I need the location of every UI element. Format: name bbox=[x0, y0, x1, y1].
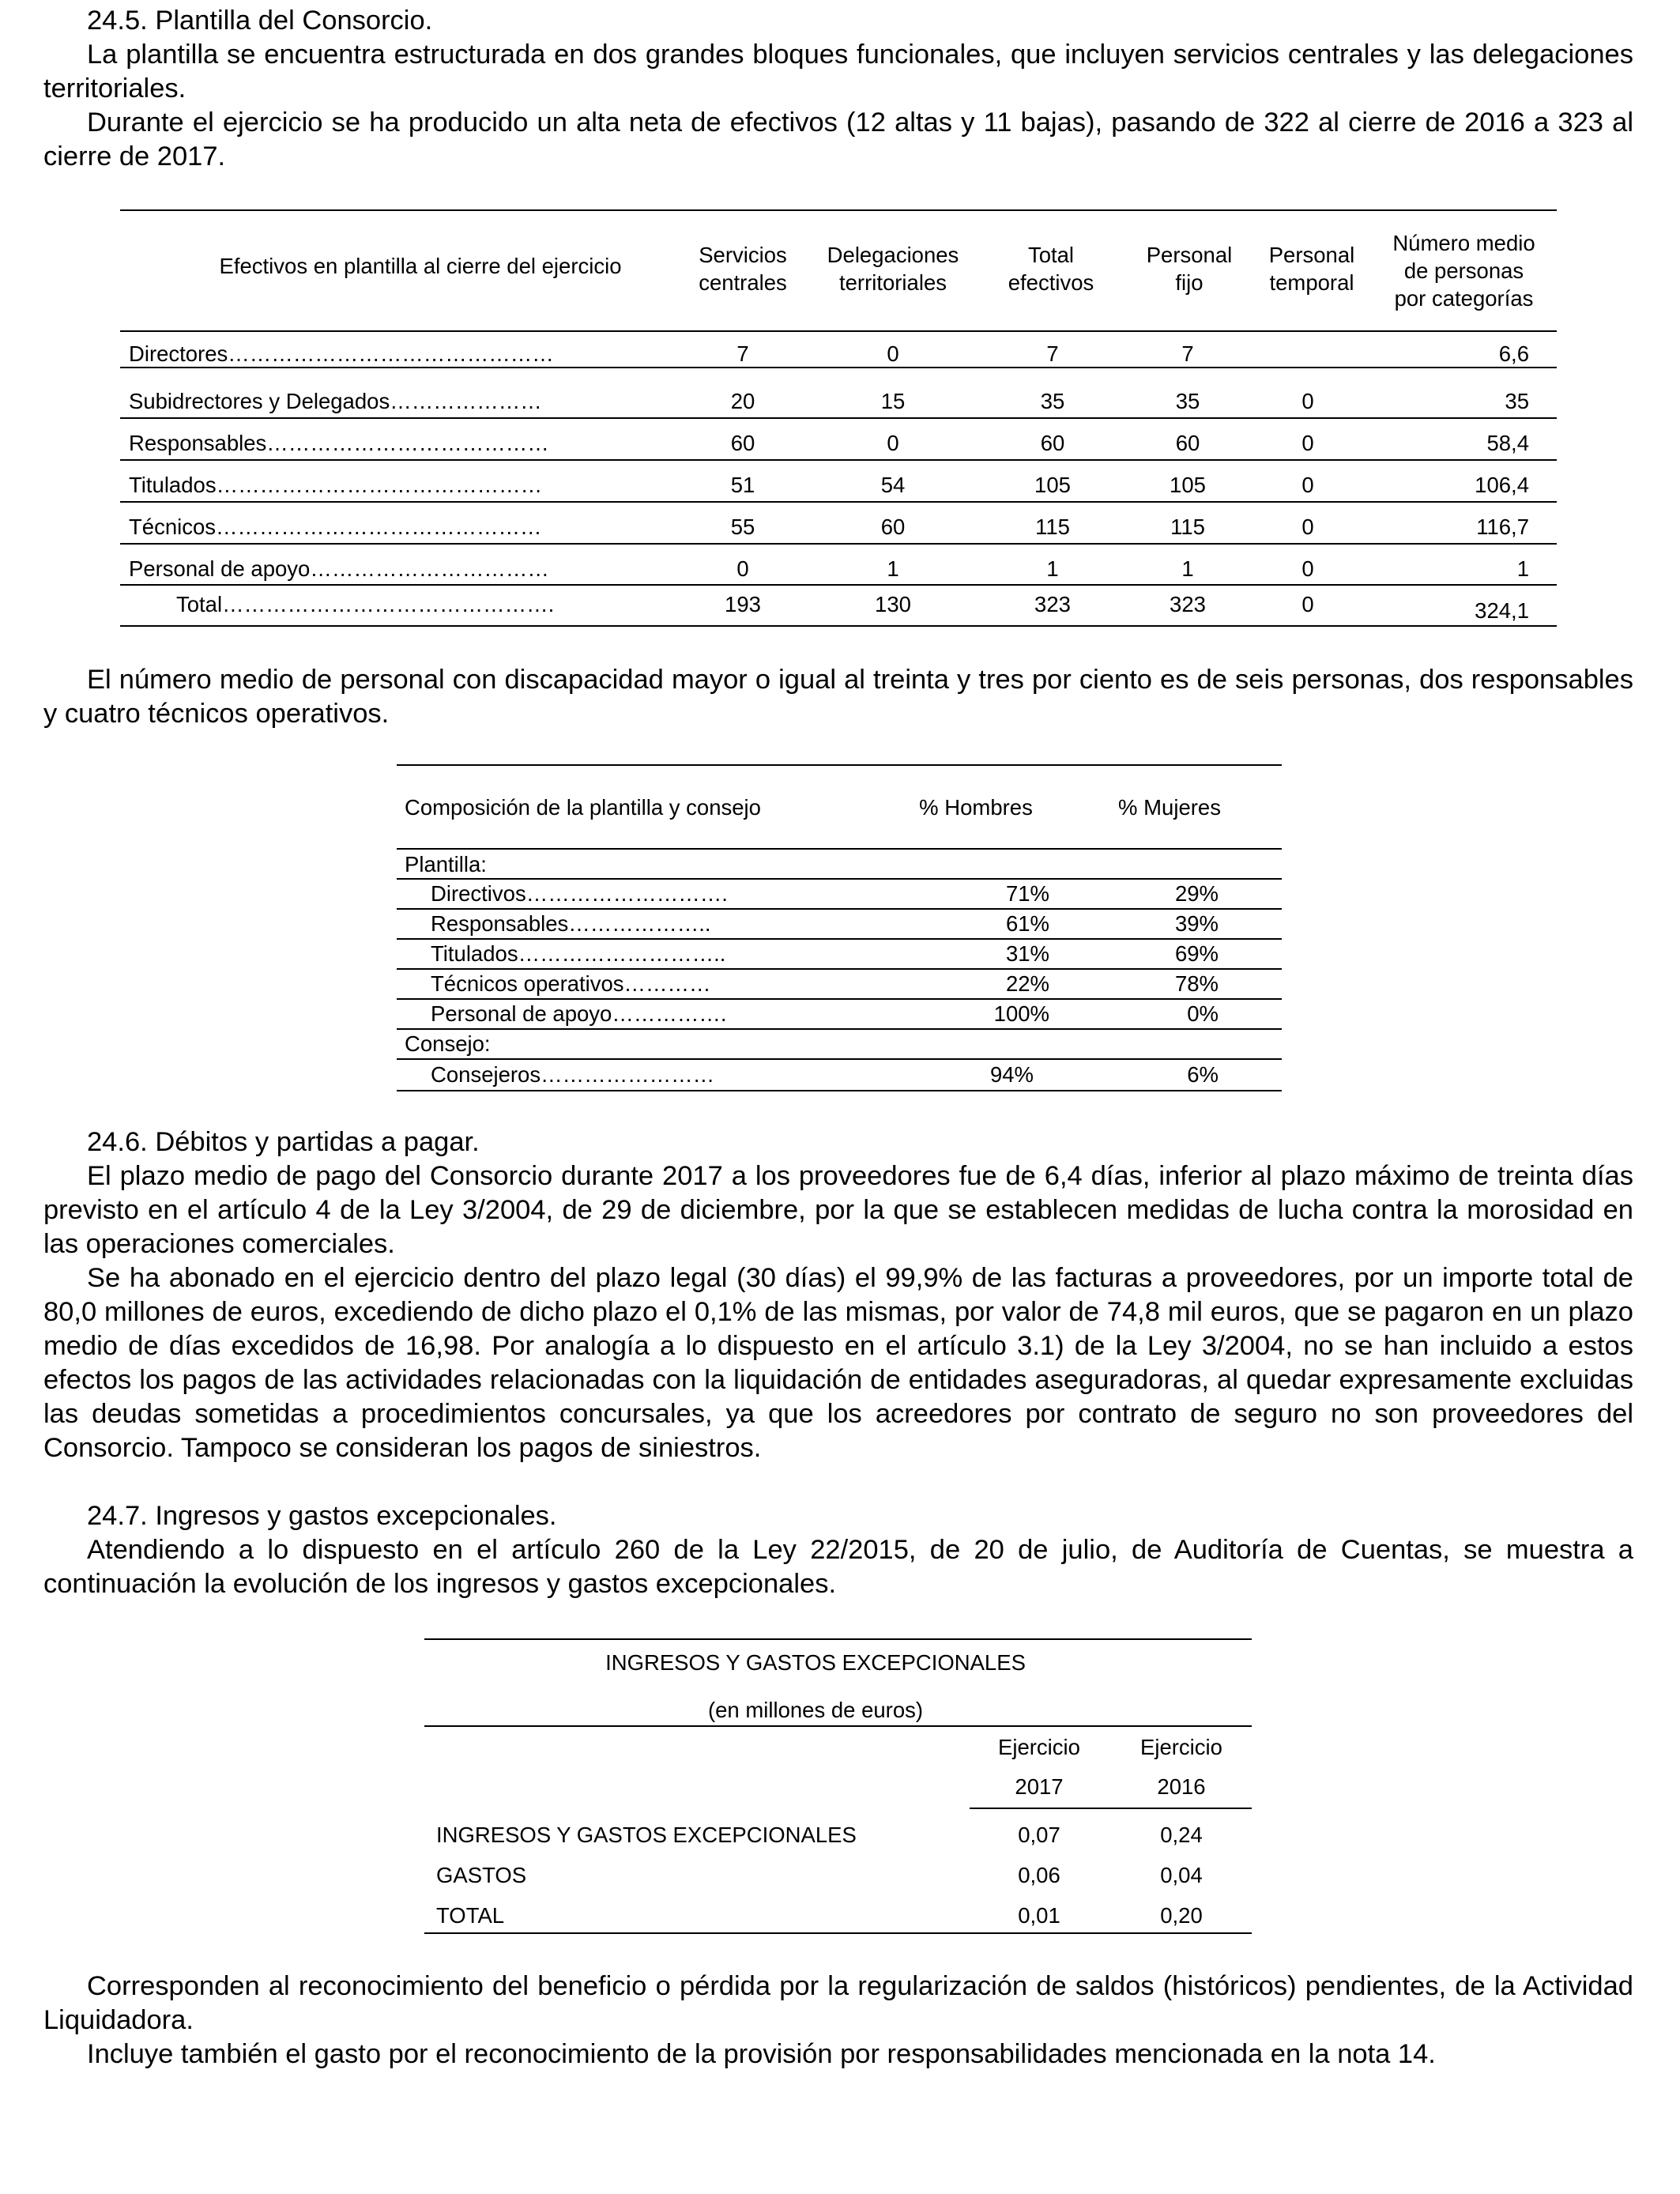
table-cell: 323 bbox=[1170, 592, 1206, 616]
composition-cell: 39% bbox=[1174, 911, 1219, 936]
column-header-2017-line2: 2017 bbox=[1015, 1774, 1064, 1799]
exceptional-cell: 0,07 bbox=[1018, 1823, 1060, 1847]
exceptional-cell: 0,04 bbox=[1160, 1863, 1203, 1887]
table-cell: 6,6 bbox=[1498, 341, 1529, 366]
table-cell: 20 bbox=[730, 389, 755, 413]
header-total: Total bbox=[1027, 243, 1075, 267]
table-cell: 0 bbox=[1301, 473, 1314, 497]
staff-table-header-label: Efectivos en plantilla al cierre del ejercicio bbox=[219, 254, 622, 278]
paragraph-corresponden: Corresponden al reconocimiento del beneficio o pérdida por la regularización de saldos (históricos) pendientes, de la Actividad Liquidadora. bbox=[43, 1971, 1633, 2035]
header-centrales: centrales bbox=[699, 270, 787, 295]
exceptional-row-label: GASTOS bbox=[436, 1863, 527, 1887]
table-cell: 115 bbox=[1170, 515, 1205, 539]
composition-header-label: Composición de la plantilla y consejo bbox=[405, 795, 761, 820]
composition-row-label: Titulados……………………….. bbox=[431, 941, 726, 966]
table-cell: 0 bbox=[1301, 515, 1314, 539]
table-cell: 0 bbox=[1301, 389, 1314, 413]
table-cell: 0 bbox=[1301, 556, 1314, 581]
header-personal-fijo-1: Personal bbox=[1146, 243, 1233, 267]
composition-row-label: Responsables……………….. bbox=[431, 911, 711, 936]
column-header-2017-line1: Ejercicio bbox=[998, 1735, 1080, 1759]
exceptional-table-title: INGRESOS Y GASTOS EXCEPCIONALES bbox=[605, 1650, 1026, 1675]
table-cell: 324,1 bbox=[1475, 598, 1529, 623]
column-header-2016-line1: Ejercicio bbox=[1140, 1735, 1222, 1759]
table-cell: 0 bbox=[736, 556, 749, 581]
composition-header-men: % Hombres bbox=[919, 795, 1033, 820]
table-cell: 0 bbox=[887, 431, 899, 455]
table-cell: 193 bbox=[725, 592, 761, 616]
table-cell: 115 bbox=[1035, 515, 1070, 539]
composition-row-label: Personal de apoyo……………. bbox=[431, 1001, 727, 1026]
table-row-label: Subidrectores y Delegados………………… bbox=[129, 389, 542, 413]
table-cell: 60 bbox=[880, 515, 906, 539]
table-row-label: Personal de apoyo…………………………… bbox=[129, 556, 549, 581]
composition-cell: 71% bbox=[1005, 881, 1049, 906]
table-cell: 7 bbox=[1046, 341, 1059, 366]
exceptional-table-subtitle: (en millones de euros) bbox=[707, 1698, 924, 1722]
table-cell: 60 bbox=[730, 431, 755, 455]
table-cell: 106,4 bbox=[1475, 473, 1529, 497]
header-efectivos: efectivos bbox=[1008, 270, 1094, 295]
table-cell: 55 bbox=[730, 515, 755, 539]
table-row-label: Técnicos……………………………………… bbox=[129, 515, 542, 539]
composition-cell: 61% bbox=[1005, 911, 1049, 936]
exceptional-row-label: INGRESOS Y GASTOS EXCEPCIONALES bbox=[436, 1823, 857, 1847]
table-cell: 0 bbox=[1301, 592, 1314, 616]
group-plantilla: Plantilla: bbox=[405, 852, 487, 876]
table-cell: 7 bbox=[1181, 341, 1194, 366]
composition-cell: 31% bbox=[1005, 941, 1049, 966]
table-cell: 130 bbox=[875, 592, 911, 616]
table-cell: 35 bbox=[1040, 389, 1065, 413]
table-cell: 0 bbox=[1301, 431, 1314, 455]
table-cell: 105 bbox=[1170, 473, 1206, 497]
table-cell: 105 bbox=[1034, 473, 1071, 497]
table-cell: 35 bbox=[1505, 389, 1529, 413]
paragraph-incluye: Incluye también el gasto por el reconocimiento de la provisión por responsabilidades mencionada en la nota 14. bbox=[87, 2039, 1436, 2069]
table-cell: 58,4 bbox=[1486, 431, 1529, 455]
table-row-label: Titulados……………………………………… bbox=[129, 473, 543, 497]
table-cell: 51 bbox=[730, 473, 755, 497]
composition-header-women: % Mujeres bbox=[1118, 795, 1221, 820]
composition-cell: 94% bbox=[989, 1062, 1034, 1087]
table-cell: 60 bbox=[1175, 431, 1200, 455]
paragraph-plantilla-change: Durante el ejercicio se ha producido un alta neta de efectivos (12 altas y 11 bajas), pasando de 322 al cierre de 2016 a 323 al cierre de 2017. bbox=[43, 107, 1633, 172]
composition-row-label: Técnicos operativos………… bbox=[431, 971, 711, 996]
table-total-label: Total………………………………………. bbox=[176, 592, 555, 616]
header-personal-temporal-2: temporal bbox=[1269, 270, 1354, 295]
composition-cell: 78% bbox=[1174, 971, 1219, 996]
header-personal-fijo-2: fijo bbox=[1175, 270, 1203, 295]
composition-cell: 0% bbox=[1187, 1001, 1219, 1026]
exceptional-cell: 0,24 bbox=[1160, 1823, 1203, 1847]
table-cell: 15 bbox=[880, 389, 906, 413]
column-header-2016-line2: 2016 bbox=[1157, 1774, 1206, 1799]
table-cell: 1 bbox=[1516, 556, 1529, 581]
composition-cell: 6% bbox=[1187, 1062, 1219, 1087]
header-numero-medio-1: Número medio bbox=[1392, 231, 1535, 255]
table-row-label: Responsables………………………………… bbox=[129, 431, 549, 455]
exceptional-cell: 0,01 bbox=[1018, 1903, 1060, 1928]
header-delegaciones: Delegaciones bbox=[827, 243, 959, 267]
composition-row-label: Directivos………………………. bbox=[431, 881, 728, 906]
paragraph-plazo-pago: El plazo medio de pago del Consorcio durante 2017 a los proveedores fue de 6,4 días, inferior al plazo máximo de treinta días previsto en el artículo 4 de la Ley 3/2004, de 29 de diciembre, por la que se establecen medidas de lucha contra la morosidad en las operaciones comerciales. bbox=[43, 1161, 1633, 1259]
header-personal-temporal-1: Personal bbox=[1268, 243, 1355, 267]
table-cell: 1 bbox=[1181, 556, 1194, 581]
section-heading-24-5: 24.5. Plantilla del Consorcio. bbox=[87, 6, 433, 36]
header-territoriales: territoriales bbox=[838, 270, 947, 295]
table-cell: 1 bbox=[1046, 556, 1059, 581]
exceptional-cell: 0,06 bbox=[1018, 1863, 1060, 1887]
group-consejo: Consejo: bbox=[405, 1031, 491, 1056]
composition-cell: 22% bbox=[1005, 971, 1049, 996]
table-cell: 323 bbox=[1034, 592, 1071, 616]
header-numero-medio-3: por categorías bbox=[1394, 286, 1534, 311]
paragraph-discapacidad: El número medio de personal con discapacidad mayor o igual al treinta y tres por ciento es de seis personas, dos responsables y cuatro técnicos operativos. bbox=[43, 665, 1633, 729]
table-cell: 54 bbox=[880, 473, 906, 497]
header-numero-medio-2: de personas bbox=[1403, 258, 1524, 283]
composition-row-label: Consejeros…………………… bbox=[431, 1062, 715, 1087]
table-cell: 1 bbox=[887, 556, 899, 581]
table-cell: 0 bbox=[887, 341, 899, 366]
section-heading-24-7: 24.7. Ingresos y gastos excepcionales. bbox=[87, 1501, 557, 1531]
paragraph-facturas: Se ha abonado en el ejercicio dentro del plazo legal (30 días) el 99,9% de las facturas a proveedores, por un importe total de 80,0 millones de euros, excediendo de dicho plazo el 0,1% de las mismas, por valor de 74,8 mil euros, que se pagaron en un plazo medio de días excedidos de 16,98. Por analogía a lo dispuesto en el artículo 3.1) de la Ley 3/2004, no se han incluido a estos efectos los pagos de las actividades relacionadas con la liquidación de entidades aseguradoras, al quedar expresamente excluidas las deudas sometidas a procedimientos concursales, ya que los acreedores por contrato de seguro no son proveedores del Consorcio. Tampoco se consideran los pagos de siniestros. bbox=[43, 1263, 1633, 1463]
exceptional-row-label: TOTAL bbox=[436, 1903, 505, 1928]
composition-cell: 100% bbox=[993, 1001, 1049, 1026]
exceptional-cell: 0,20 bbox=[1160, 1903, 1203, 1928]
table-row-label: Directores……………………………………… bbox=[129, 341, 554, 366]
table-cell: 35 bbox=[1175, 389, 1200, 413]
table-cell: 60 bbox=[1040, 431, 1065, 455]
section-heading-24-6: 24.6. Débitos y partidas a pagar. bbox=[87, 1127, 480, 1157]
composition-cell: 69% bbox=[1174, 941, 1219, 966]
paragraph-ingresos-gastos: Atendiendo a lo dispuesto en el artículo 260 de la Ley 22/2015, de 20 de julio, de Auditoría de Cuentas, se muestra a continuación la evolución de los ingresos y gastos excepcionales. bbox=[43, 1535, 1633, 1599]
table-cell: 7 bbox=[736, 341, 749, 366]
header-servicios: Servicios bbox=[699, 243, 787, 267]
table-cell: 116,7 bbox=[1476, 515, 1529, 539]
composition-cell: 29% bbox=[1174, 881, 1219, 906]
paragraph-plantilla-structure: La plantilla se encuentra estructurada en dos grandes bloques funcionales, que incluyen servicios centrales y las delegaciones territoriales. bbox=[43, 40, 1633, 104]
